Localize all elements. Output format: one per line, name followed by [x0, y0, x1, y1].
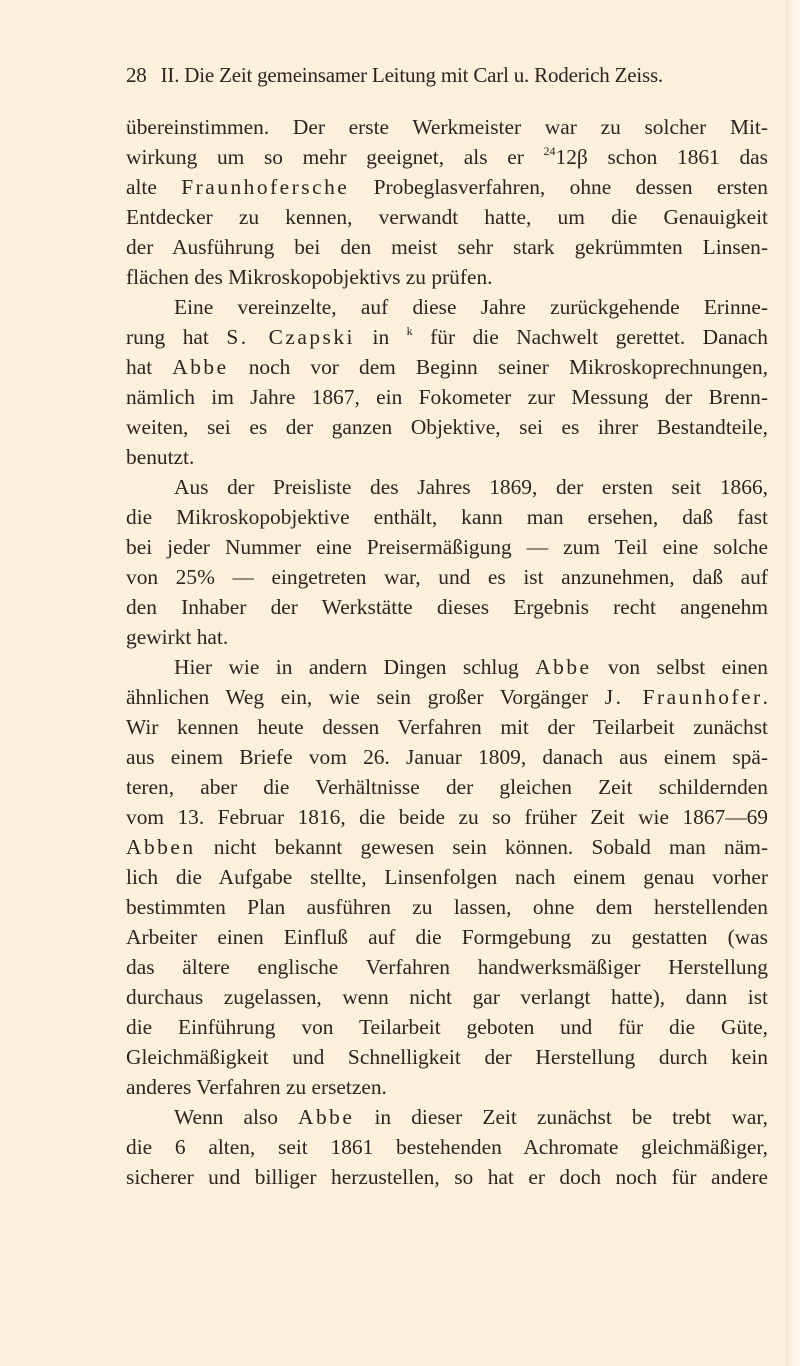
text-line: lich die Aufgabe stellte, Linsenfolgen nach einem genau vorher: [126, 865, 768, 889]
text-line: übereinstimmen. Der erste Werkmeister war zu solcher Mit-: [126, 115, 768, 139]
spaced-name: Abben: [126, 835, 196, 859]
spaced-name: S. Czapski: [226, 325, 356, 349]
text-line: Eine vereinzelte, auf diese Jahre zurückgehende Erinne-: [174, 295, 768, 319]
text-line: von 25% — eingetreten war, und es ist anzunehmen, daß auf: [126, 565, 768, 589]
paragraph: [126, 652, 768, 1102]
text-line: den Inhaber der Werkstätte dieses Ergebnis recht angenehm: [126, 595, 768, 619]
text-line: Aus der Preisliste des Jahres 1869, der ersten seit 1866,: [174, 475, 768, 499]
text-line: bei jeder Nummer eine Preisermäßigung — zum Teil eine solche: [126, 535, 768, 559]
text-line: sicherer und billiger herzustellen, so hat er doch noch für andere: [126, 1165, 768, 1189]
text-line: Abben nicht bekannt gewesen sein können. Sobald man näm-: [126, 835, 768, 859]
text-line: aus einem Briefe vom 26. Januar 1809, danach aus einem spä-: [126, 745, 768, 769]
text-line: die 6 alten, seit 1861 bestehenden Achromate gleichmäßiger,: [126, 1135, 768, 1159]
page-edge: [786, 0, 800, 1366]
text-line: rung hat S. Czapski in $^k$ für die Nachwelt gerettet. Danach: [126, 324, 768, 349]
running-head-title: II. Die Zeit gemeinsamer Leitung mit Carl u. Roderich Zeiss.: [160, 63, 663, 87]
paragraph: [126, 292, 768, 472]
text-line: durchaus zugelassen, wenn nicht gar verlangt hatte), dann ist: [126, 985, 768, 1009]
text-line: teren, aber die Verhältnisse der gleichen Zeit schildernden: [126, 775, 768, 799]
text-line: die Einführung von Teilarbeit geboten und für die Güte,: [126, 1015, 768, 1039]
text-line: wirkung um so mehr geeignet, als er $^{24}$12β schon 1861 das: [126, 144, 768, 169]
text-line: das ältere englische Verfahren handwerksmäßiger Herstellung: [126, 955, 768, 979]
text-line: gewirkt hat.: [126, 625, 229, 649]
text-line: hat Abbe noch vor dem Beginn seiner Mikroskoprechnungen,: [126, 355, 769, 379]
text-line: nämlich im Jahre 1867, ein Fokometer zur Messung der Brenn-: [126, 385, 768, 409]
text-line: bestimmten Plan ausführen zu lassen, ohne dem herstellenden: [126, 895, 768, 919]
text-line: Wenn also Abbe in dieser Zeit zunächst be trebt war,: [174, 1105, 769, 1129]
spaced-name: Abbe: [535, 655, 592, 679]
spaced-name: Fraunhofersche: [181, 175, 350, 199]
footnote-reference: 24: [543, 144, 556, 158]
body-text: [126, 112, 768, 1192]
text-line: Entdecker zu kennen, verwandt hatte, um die Genauigkeit: [126, 205, 768, 229]
text-line: Wir kennen heute dessen Verfahren mit der Teilarbeit zunächst: [126, 715, 768, 739]
footnote-reference: k: [406, 324, 413, 338]
text-line: Arbeiter einen Einfluß auf die Formgebung zu gestatten (was: [126, 925, 768, 949]
spaced-name: Abbe: [172, 355, 229, 379]
running-head: [126, 60, 770, 90]
text-line: Hier wie in andern Dingen schlug Abbe von selbst einen: [174, 655, 768, 679]
spaced-name: J. Fraunhofer: [604, 685, 763, 709]
text-line: flächen des Mikroskopobjektivs zu prüfen.: [126, 265, 493, 289]
paragraph: [126, 472, 768, 652]
spaced-name: Abbe: [298, 1105, 355, 1129]
text-line: benutzt.: [126, 445, 195, 469]
text-line: Gleichmäßigkeit und Schnelligkeit der Herstellung durch kein: [126, 1045, 768, 1069]
text-line: anderes Verfahren zu ersetzen.: [126, 1075, 387, 1099]
text-line: die Mikroskopobjektive enthält, kann man ersehen, daß fast: [126, 505, 768, 529]
text-line: der Ausführung bei den meist sehr stark gekrümmten Linsen-: [126, 235, 768, 259]
text-line: weiten, sei es der ganzen Objektive, sei es ihrer Bestandteile,: [126, 415, 768, 439]
paragraph: [126, 1102, 768, 1192]
text-line: vom 13. Februar 1816, die beide zu so früher Zeit wie 1867—69: [126, 805, 768, 829]
text-line: ähnlichen Weg ein, wie sein großer Vorgänger J. Fraunhofer.: [126, 685, 768, 709]
text-line: alte Fraunhofersche Probeglasverfahren, ohne dessen ersten: [126, 175, 768, 199]
page-number: 28: [126, 63, 147, 87]
paragraph: [126, 112, 768, 292]
